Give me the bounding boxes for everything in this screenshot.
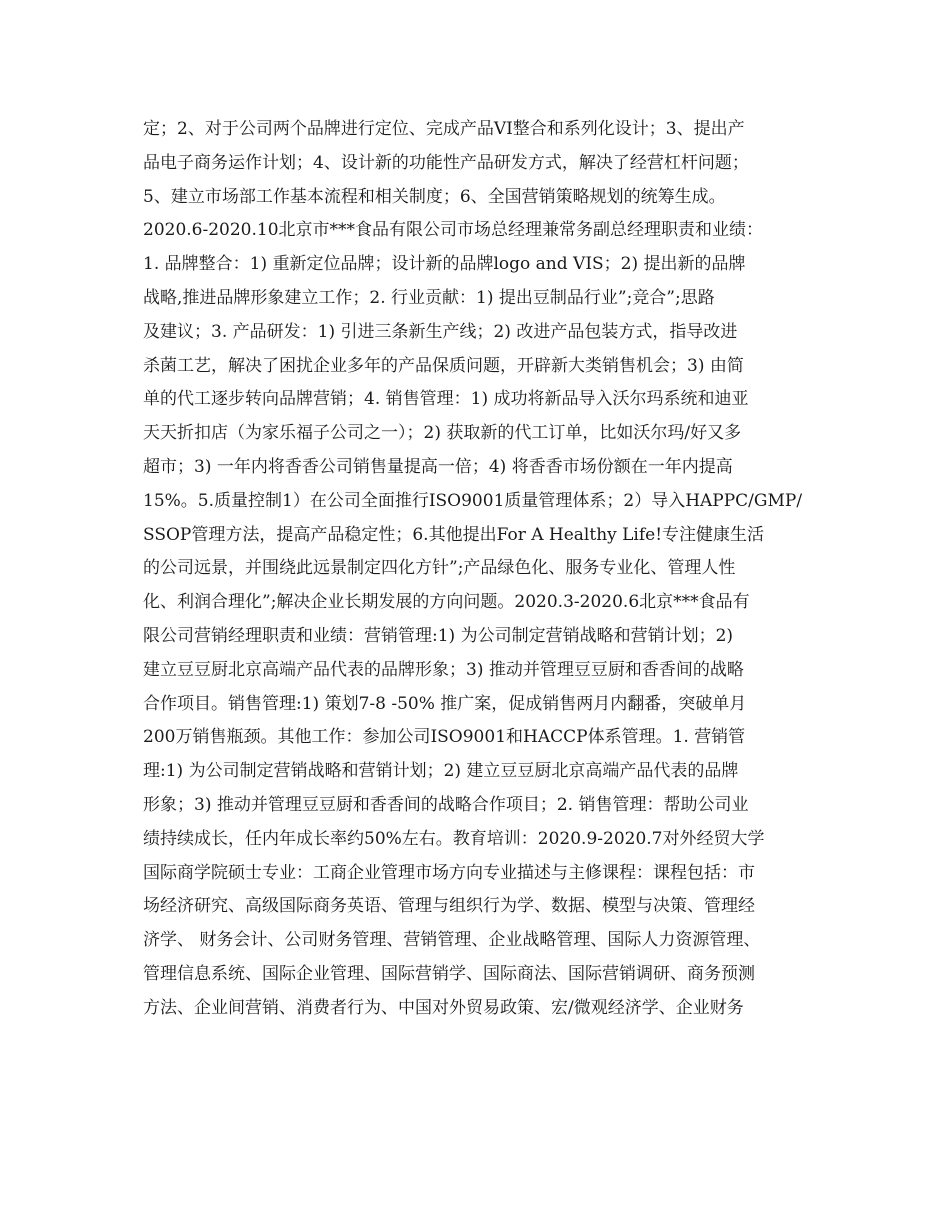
text-line: 品电子商务运作计划；4、设计新的功能性产品研发方式，解决了经营杠杆问题； <box>143 152 749 173</box>
text-line: 国际商学院硕士专业：工商企业管理市场方向专业描述与主修课程：课程包括：市 <box>143 862 755 883</box>
text-line: 超市；3) 一年内将香香公司销售量提高一倍；4) 将香香市场份额在一年内提高 <box>143 456 733 477</box>
text-line: 的公司远景，并围绕此远景制定四化方针”;产品绿色化、服务专业化、管理人性 <box>143 558 736 579</box>
text-line: 形象；3) 推动并管理豆豆厨和香香间的战略合作项目；2. 销售管理：帮助公司业 <box>143 794 749 815</box>
text-line: 战略,推进品牌形象建立工作；2. 行业贡献：1) 提出豆制品行业”;竞合”;思路 <box>143 287 715 308</box>
text-line: 定；2、对于公司两个品牌进行定位、完成产品VI整合和系列化设计；3、提出产 <box>143 119 745 139</box>
text-line: 5、建立市场部工作基本流程和相关制度；6、全国营销策略规划的统筹生成。 <box>143 186 726 207</box>
text-line: 1. 品牌整合：1) 重新定位品牌；设计新的品牌logo and VIS；2) 提出新的品牌 <box>143 254 746 275</box>
text-line: 建立豆豆厨北京高端产品代表的品牌形象；3) 推动并管理豆豆厨和香香间的战略 <box>143 659 744 680</box>
text-line: 方法、企业间营销、消费者行为、中国对外贸易政策、宏/微观经济学、企业财务 <box>143 997 744 1018</box>
text-line: 限公司营销经理职责和业绩：营销管理:1) 为公司制定营销战略和营销计划；2) <box>143 625 734 646</box>
text-line: 15%。5.质量控制1）在公司全面推行ISO9001质量管理体系；2）导入HAPPC/GMP/ <box>143 490 803 511</box>
text-line: 理:1) 为公司制定营销战略和营销计划；2) 建立豆豆厨北京高端产品代表的品牌 <box>143 761 739 782</box>
text-line: 单的代工逐步转向品牌营销；4. 销售管理：1) 成功将新品导入沃尔玛系统和迪亚 <box>143 389 749 410</box>
text-line: 200万销售瓶颈。其他工作：参加公司ISO9001和HACCP体系管理。1. 营销管 <box>143 727 746 748</box>
text-line: 管理信息系统、国际企业管理、国际营销学、国际商法、国际营销调研、商务预测 <box>143 963 755 984</box>
text-line: 济学、 财务会计、公司财务管理、营销管理、企业战略管理、国际人力资源管理、 <box>143 930 761 951</box>
text-line: 绩持续成长，任内年成长率约50%左右。教育培训：2020.9-2020.7对外经贸大学 <box>143 828 765 849</box>
body-text <box>143 113 823 1026</box>
text-line: 及建议；3. 产品研发：1) 引进三条新生产线；2) 改进产品包装方式，指导改进 <box>143 321 738 342</box>
text-line: 杀菌工艺，解决了困扰企业多年的产品保质问题，开辟新大类销售机会；3) 由简 <box>143 355 744 376</box>
text-line: 合作项目。销售管理:1) 策划7-8 -50% 推广案，促成销售两月内翻番，突破单月 <box>143 693 747 714</box>
text-line: SSOP管理方法，提高产品稳定性；6.其他提出For A Healthy Life!专注健康生活 <box>143 524 765 545</box>
text-line: 2020.6-2020.10北京市***食品有限公司市场总经理兼常务副总经理职责和业绩： <box>143 220 764 241</box>
text-line: 场经济研究、高级国际商务英语、管理与组织行为学、数据、模型与决策、管理经 <box>143 896 755 917</box>
text-line: 化、利润合理化”;解决企业长期发展的方向问题。2020.3-2020.6北京***食品有 <box>143 592 750 613</box>
text-line: 天天折扣店（为家乐福子公司之一）；2) 获取新的代工订单，比如沃尔玛/好又多 <box>143 423 742 444</box>
